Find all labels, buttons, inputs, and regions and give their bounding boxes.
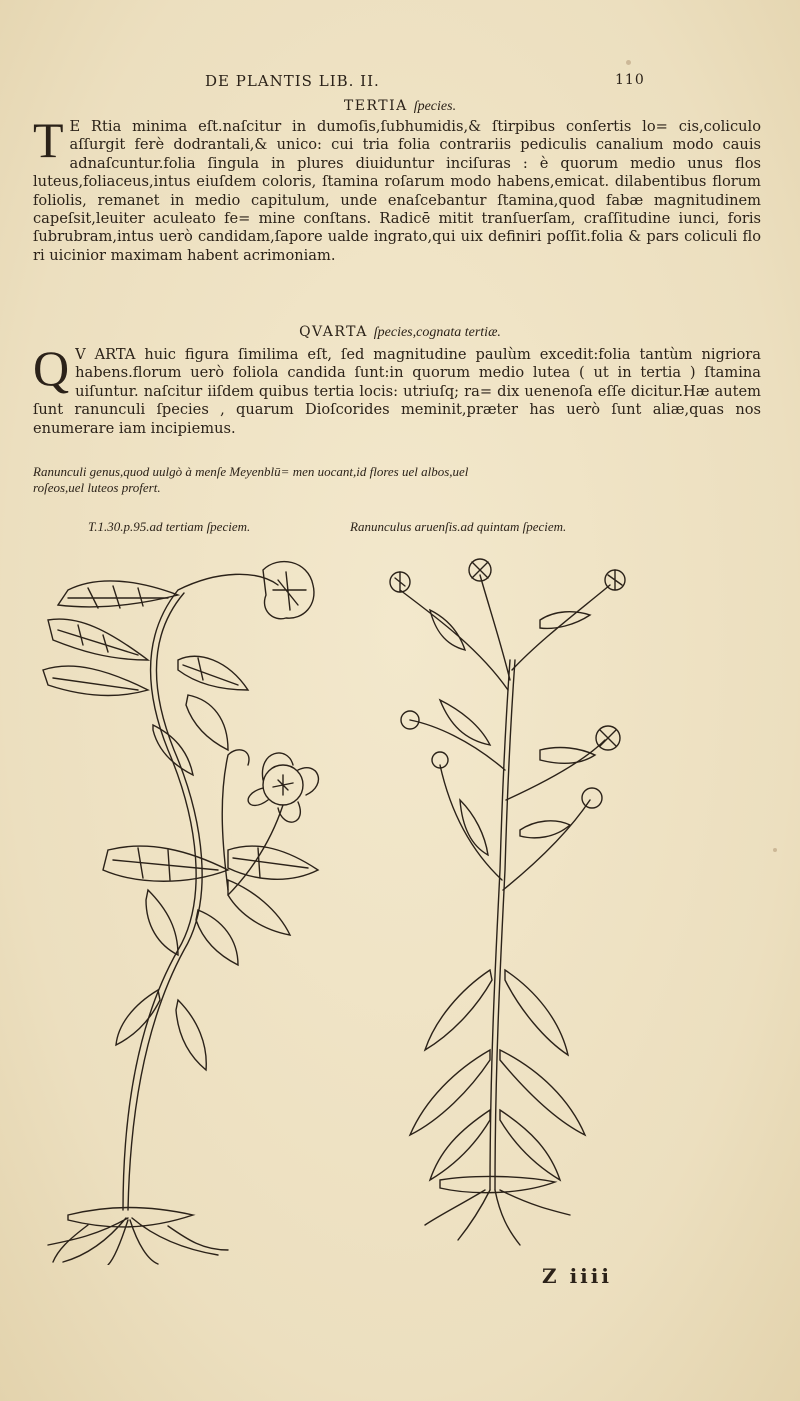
heading-quarta-text: QVARTA	[299, 324, 368, 340]
paragraph-tertia	[33, 112, 761, 265]
heading-tertia-text: TERTIA	[343, 98, 408, 114]
dropcap-t: T	[33, 112, 64, 168]
woodcut-right-plant	[340, 550, 660, 1260]
dropcap-q: Q	[33, 340, 70, 396]
caption-left: T.1.30.p.95.ad tertiam ſpeciem.	[88, 519, 251, 534]
signature-mark: Z iiii	[542, 1264, 612, 1288]
running-header	[0, 72, 800, 94]
paragraph-tertia-text: E Rtia minima eſt.naſcitur in dumoſis,ſubhumidis,& ſtirpibus conſertis lo= cis,coliculo aſſurgit ferè dodrantali,& unico: cui tria folia contrariis pediculis canalium modo cauis adnaſcuntur.folia ſingula in plures diuiduntur inciſuras : è quorum medio unus flos luteus,foliaceus,intus eiuſdem coloris, ſtamina roſarum modo habens,emicat. dilabentibus florum foliolis, remanet in medio capitulum, unde enaſcebantur ſtamina,quod fabæ magnitudinem capeſsit,leuiter aculeato fe= mine conſtans. Radicē mitit tranſuerſam, craſſitudine iunci, foris ſubrubram,intus uerò candidam,ſapore ualde ingrato,qui uix definiri poſſit.folia & pars coliculi flo ri uicinior maximam habent acrimoniam.	[33, 118, 761, 264]
folio-number: 110	[615, 72, 645, 88]
heading-quarta-italic: ſpecies,cognata tertiæ.	[373, 325, 501, 340]
paragraph-quarta-text: V ARTA huic figura ſimilima eſt, ſed magnitudine paulùm excedit:folia tantùm nigriora habens.florum uerò foliola candida ſunt:in quorum medio lutea ( ut in tertia ) ſtamina uiſuntur. naſcitur iiſdem quibus tertia locis: utriuſq; ra= dix uenenoſa eſſe dicitur.Hæ autem ſunt ranunculi ſpecies , quarum Dioſcorides meminit,præter has uerò ſunt aliæ,quas nos enumerare iam incipiemus.	[33, 346, 761, 437]
running-title: DE PLANTIS LIB. II.	[205, 72, 380, 90]
heading-quarta	[0, 324, 800, 341]
woodcut-left-plant	[28, 550, 348, 1265]
ink-spot	[773, 848, 777, 852]
heading-tertia-italic: ſpecies.	[413, 99, 457, 114]
ink-spot	[626, 60, 631, 65]
caption-note: Ranunculi genus,quod uulgò à menſe Meyenblū= men uocant,id flores uel albos,uel roſeos,uel luteos profert.	[33, 464, 469, 495]
caption-right: Ranunculus aruenſis.ad quintam ſpeciem.	[350, 519, 567, 534]
heading-tertia	[0, 98, 800, 115]
paragraph-quarta	[33, 340, 761, 438]
